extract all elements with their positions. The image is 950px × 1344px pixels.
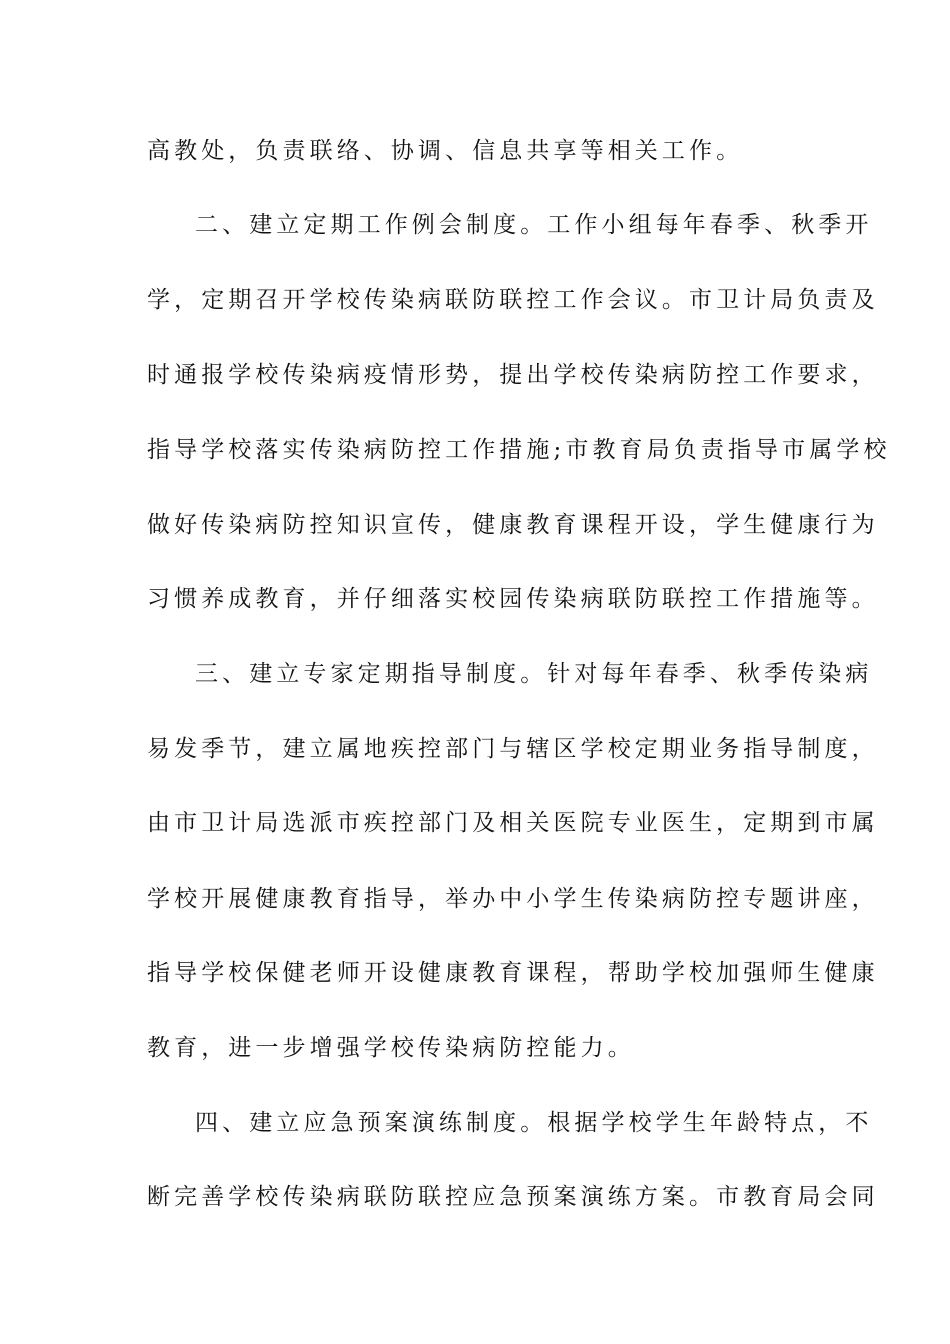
text-line: 由市卫计局选派市疾控部门及相关医院专业医生，定期到市属 <box>147 810 879 836</box>
text-line: 做好传染病防控知识宣传，健康教育课程开设，学生健康行为 <box>147 512 879 538</box>
section-heading-3: 三、建立专家定期指导制度。针对每年春季、秋季传染病 <box>195 661 873 687</box>
text-line: 习惯养成教育，并仔细落实校园传染病联防联控工作措施等。 <box>147 586 879 612</box>
text-line: 指导学校保健老师开设健康教育课程，帮助学校加强师生健康 <box>147 960 879 986</box>
section-heading-2: 二、建立定期工作例会制度。工作小组每年春季、秋季开 <box>195 212 873 238</box>
text-line: 教育，进一步增强学校传染病防控能力。 <box>147 1035 635 1061</box>
section-heading-4: 四、建立应急预案演练制度。根据学校学生年龄特点，不 <box>195 1110 873 1136</box>
text-line: 学，定期召开学校传染病联防联控工作会议。市卫计局负责及 <box>147 287 879 313</box>
text-line: 断完善学校传染病联防联控应急预案演练方案。市教育局会同 <box>147 1184 879 1210</box>
text-line: 高教处，负责联络、协调、信息共享等相关工作。 <box>147 138 744 164</box>
text-line: 学校开展健康教育指导，举办中小学生传染病防控专题讲座， <box>147 886 879 912</box>
text-line: 易发季节，建立属地疾控部门与辖区学校定期业务指导制度， <box>147 736 879 762</box>
text-line: 时通报学校传染病疫情形势，提出学校传染病防控工作要求， <box>147 362 879 388</box>
text-line: 指导学校落实传染病防控工作措施;市教育局负责指导市属学校 <box>147 437 891 463</box>
